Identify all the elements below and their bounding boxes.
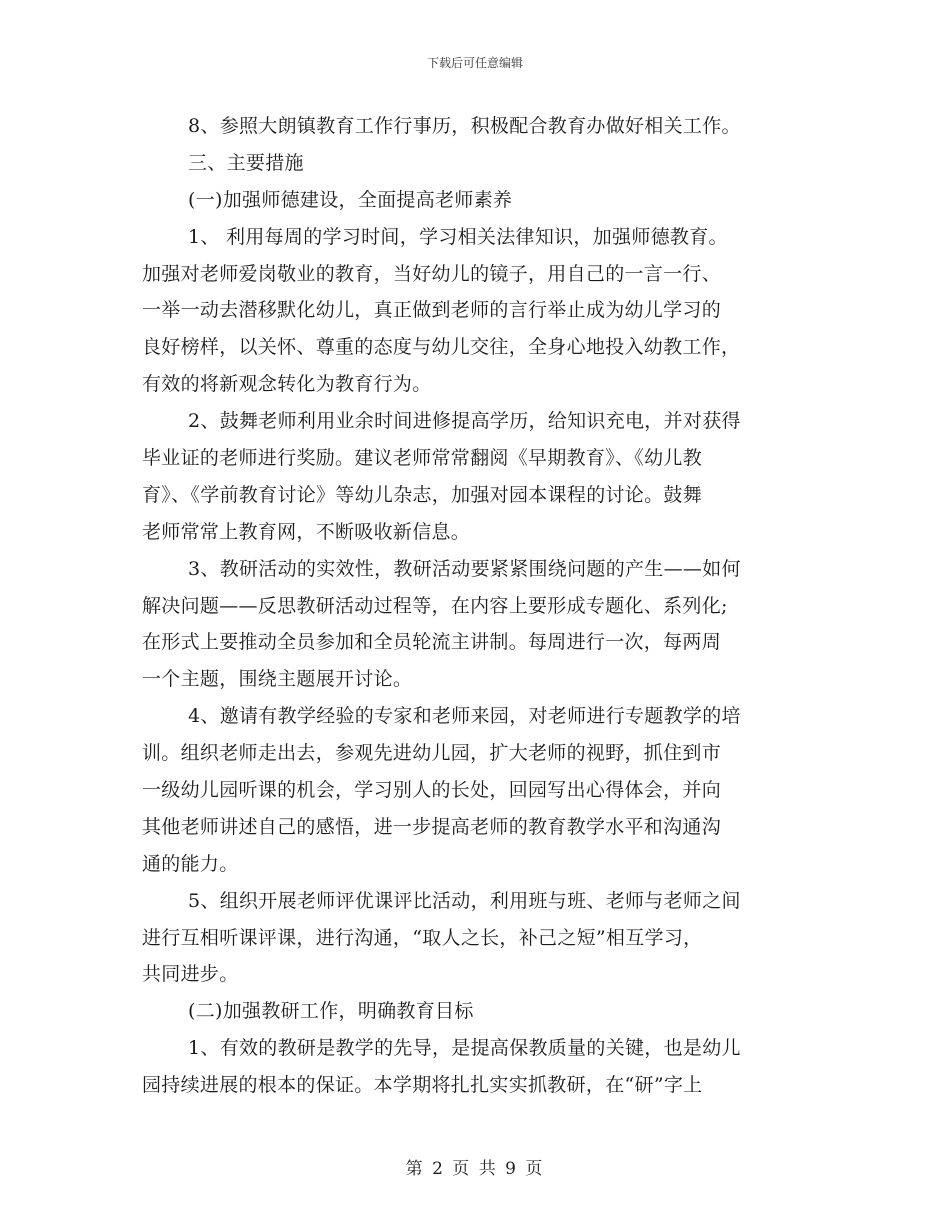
text-line: (二)加强教研工作，明确教育目标	[188, 1000, 474, 1023]
text-line: 通的能力。	[142, 852, 239, 875]
text-line: 8、参照大朗镇教育工作行事历，积极配合教育办做好相关工作。	[188, 115, 741, 137]
text-line: 1、 利用每周的学习时间，学习相关法律知识，加强师德教育。	[188, 225, 728, 248]
text-line: 有效的将新观念转化为教育行为。	[142, 373, 432, 396]
text-line: 其他老师讲述自己的感悟，进一步提高老师的教育教学水平和沟通沟	[142, 815, 722, 838]
text-line: 解决问题——反思教研活动过程等，在内容上要形成专题化、系列化;	[142, 594, 728, 617]
page-number: 第 2 页 共 9 页	[405, 1159, 545, 1179]
text-line: 老师常常上教育网，不断吸收新信息。	[142, 520, 471, 543]
text-line: 在形式上要推动全员参加和全员轮流主讲制。每周进行一次，每两周	[142, 631, 722, 654]
text-line: 育》、《学前教育讨论》等幼儿杂志，加强对园本课程的讨论。鼓舞	[142, 483, 703, 506]
text-line: 三、主要措施	[188, 151, 304, 174]
text-line: 园持续进展的根本的保证。本学期将扎扎实实抓教研，在“研”字上	[142, 1074, 703, 1097]
text-line: 2、鼓舞老师利用业余时间进修提高学历，给知识充电，并对获得	[188, 410, 741, 433]
text-line: 毕业证的老师进行奖励。建议老师常常翻阅《早期教育》、《幼儿教	[142, 447, 703, 470]
header-note: 下载后可任意编辑	[426, 56, 523, 70]
text-line: 一级幼儿园听课的机会，学习别人的长处，回园写出心得体会，并向	[142, 779, 722, 802]
body-text	[142, 108, 810, 1104]
text-line: 共同进步。	[142, 963, 239, 986]
text-line: 5、组织开展老师评优课评比活动，利用班与班、老师与老师之间	[188, 889, 741, 912]
text-line: 良好榜样，以关怀、尊重的态度与幼儿交往，全身心地投入幼教工作，	[142, 336, 741, 359]
text-line: 一举一动去潜移默化幼儿，真正做到老师的言行举止成为幼儿学习的	[142, 299, 722, 322]
text-line: 训。组织老师走出去，参观先进幼儿园，扩大老师的视野，抓住到市	[142, 742, 722, 765]
text-line: 4、邀请有教学经验的专家和老师来园，对老师进行专题教学的培	[188, 705, 741, 728]
text-line: (一)加强师德建设，全面提高老师素养	[188, 188, 513, 211]
text-line: 一个主题，围绕主题展开讨论。	[142, 668, 413, 691]
text-line: 加强对老师爱岗敬业的教育，当好幼儿的镜子，用自己的一言一行、	[142, 262, 722, 285]
text-line: 进行互相听课评课，进行沟通，“取人之长，补己之短”相互学习，	[142, 926, 703, 949]
text-line: 3、教研活动的实效性，教研活动要紧紧围绕问题的产生——如何	[188, 557, 741, 580]
text-line: 1、有效的教研是教学的先导，是提高保教质量的关键，也是幼儿	[188, 1037, 741, 1060]
